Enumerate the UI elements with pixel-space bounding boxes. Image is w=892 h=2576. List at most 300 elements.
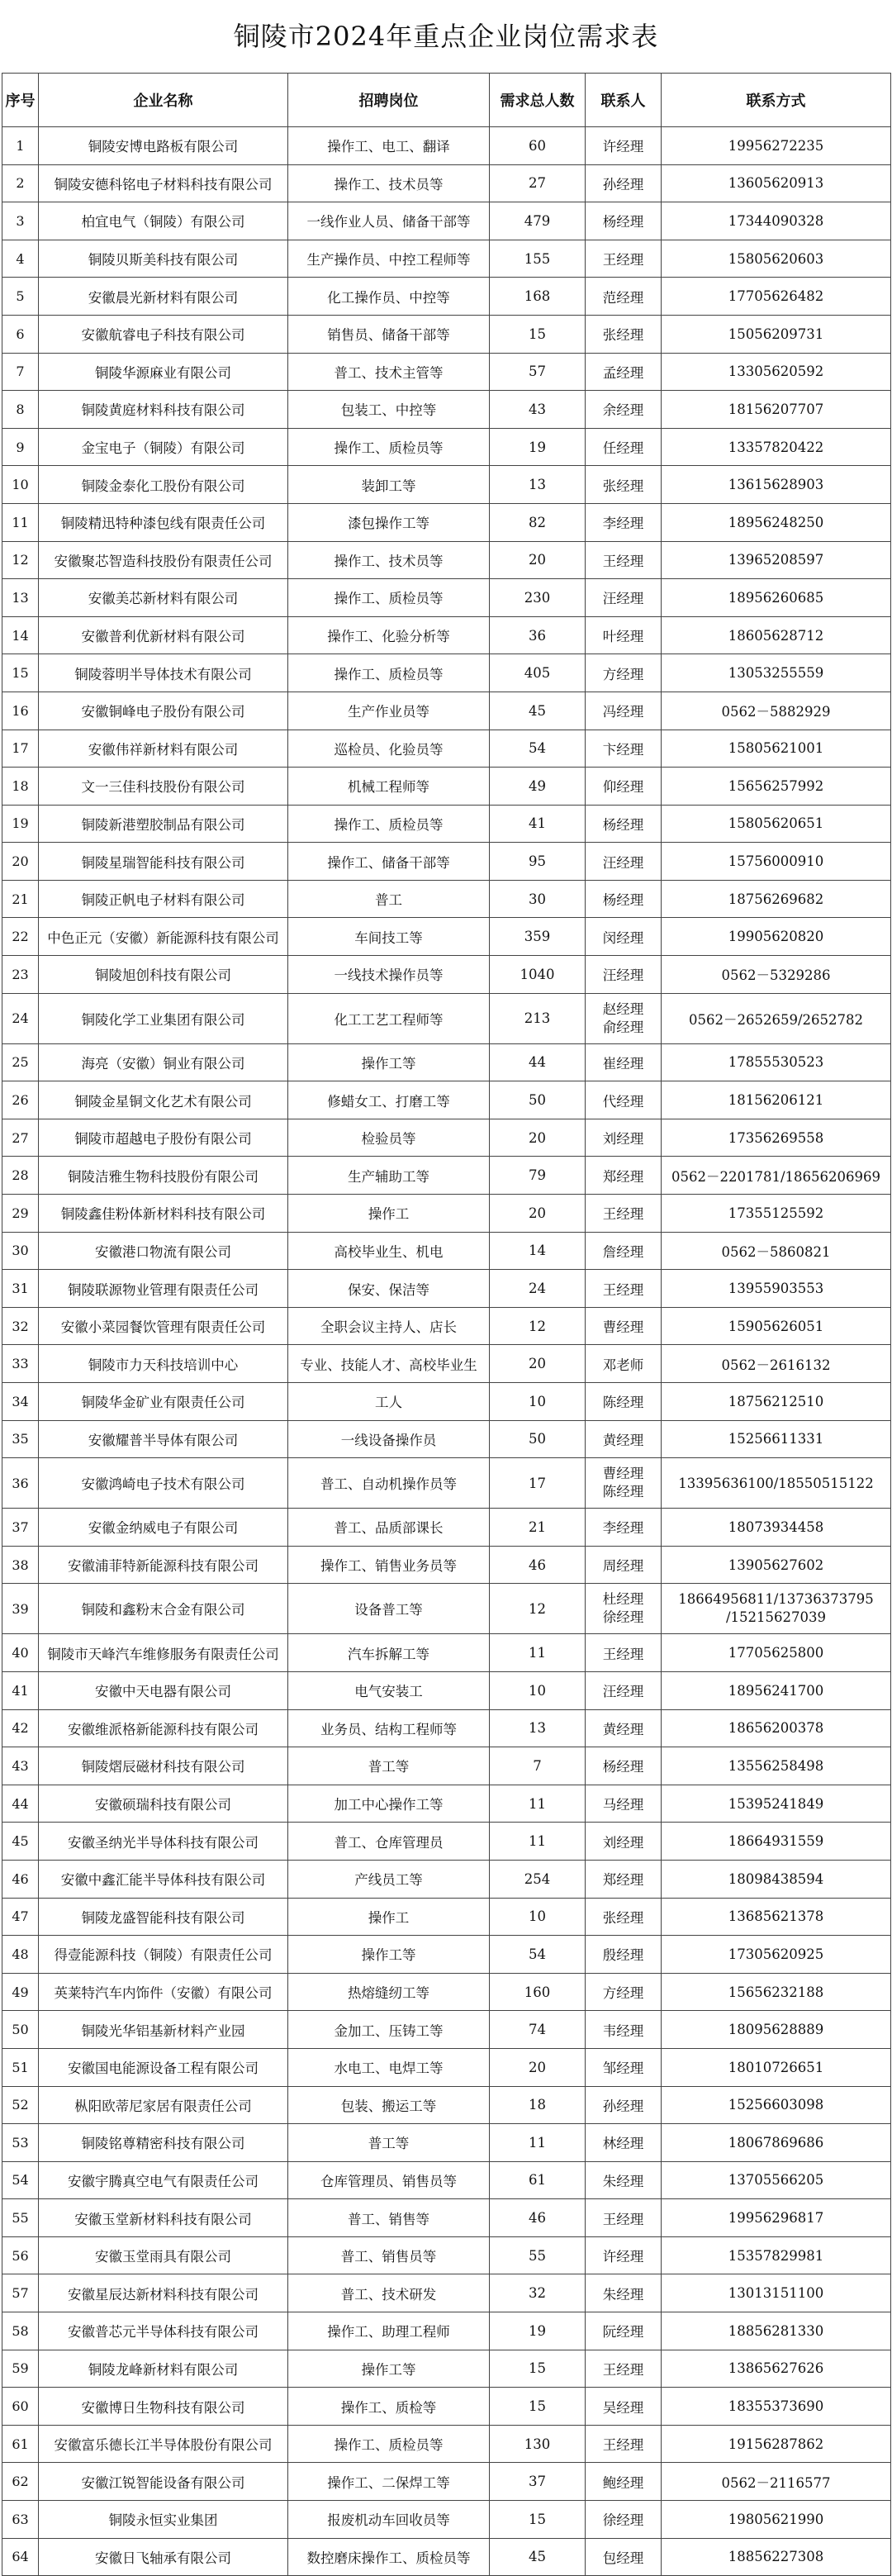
cell-position: 高校毕业生、机电 <box>288 1232 490 1270</box>
cell-count: 79 <box>490 1157 586 1195</box>
cell-company: 铜陵安博电路板有限公司 <box>39 127 288 165</box>
cell-company: 铜陵星瑞智能科技有限公司 <box>39 843 288 881</box>
table-row <box>2 880 891 918</box>
cell-contact: 王经理 <box>586 1270 662 1308</box>
table-row <box>2 805 891 843</box>
cell-phone: 15395241849 <box>662 1785 891 1823</box>
cell-phone: 13053255559 <box>662 654 891 692</box>
cell-company: 安徽小菜园餐饮管理有限责任公司 <box>39 1307 288 1345</box>
cell-no: 13 <box>2 579 39 617</box>
table-row <box>2 2048 891 2086</box>
cell-no: 37 <box>2 1509 39 1547</box>
cell-position: 普工 <box>288 880 490 918</box>
cell-position: 产线员工等 <box>288 1860 490 1898</box>
table-row <box>2 1383 891 1421</box>
cell-count: 95 <box>490 843 586 881</box>
table-row <box>2 2124 891 2162</box>
cell-position: 金加工、压铸工等 <box>288 2011 490 2049</box>
cell-count: 82 <box>490 503 586 541</box>
cell-no: 54 <box>2 2161 39 2199</box>
table-header-row <box>2 74 891 127</box>
cell-phone: 13556258498 <box>662 1747 891 1785</box>
cell-position: 业务员、结构工程师等 <box>288 1709 490 1747</box>
table-row <box>2 1973 891 2011</box>
cell-no: 40 <box>2 1634 39 1672</box>
cell-company: 铜陵光华铝基新材料产业园 <box>39 2011 288 2049</box>
cell-position: 普工、销售等 <box>288 2199 490 2237</box>
table-row <box>2 240 891 278</box>
cell-contact: 王经理 <box>586 541 662 579</box>
cell-contact: 赵经理 俞经理 <box>586 993 662 1043</box>
cell-contact: 余经理 <box>586 391 662 429</box>
cell-no: 2 <box>2 164 39 202</box>
cell-company: 安徽玉堂雨具有限公司 <box>39 2236 288 2274</box>
table-row <box>2 579 891 617</box>
cell-no: 49 <box>2 1973 39 2011</box>
cell-contact: 林经理 <box>586 2124 662 2162</box>
cell-contact: 王经理 <box>586 2350 662 2388</box>
cell-count: 213 <box>490 993 586 1043</box>
cell-no: 19 <box>2 805 39 843</box>
cell-phone: 18664931559 <box>662 1823 891 1861</box>
table-row <box>2 1747 891 1785</box>
cell-contact: 邓老师 <box>586 1345 662 1383</box>
table-row <box>2 2236 891 2274</box>
cell-contact: 鲍经理 <box>586 2463 662 2501</box>
cell-count: 405 <box>490 654 586 692</box>
cell-count: 11 <box>490 1785 586 1823</box>
cell-count: 15 <box>490 2350 586 2388</box>
cell-no: 28 <box>2 1157 39 1195</box>
cell-company: 安徽中鑫汇能半导体科技有限公司 <box>39 1860 288 1898</box>
cell-no: 59 <box>2 2350 39 2388</box>
cell-phone: 19956272235 <box>662 127 891 165</box>
cell-count: 24 <box>490 1270 586 1308</box>
cell-contact: 闵经理 <box>586 918 662 956</box>
cell-contact: 汪经理 <box>586 956 662 994</box>
cell-contact: 黄经理 <box>586 1420 662 1458</box>
cell-no: 44 <box>2 1785 39 1823</box>
cell-no: 12 <box>2 541 39 579</box>
cell-position: 普工、销售员等 <box>288 2236 490 2274</box>
cell-company: 安徽普芯元半导体科技有限公司 <box>39 2312 288 2350</box>
table-row <box>2 1936 891 1974</box>
cell-phone: 13905627602 <box>662 1546 891 1584</box>
table-row <box>2 1119 891 1157</box>
cell-contact: 王经理 <box>586 2425 662 2463</box>
cell-contact: 阮经理 <box>586 2312 662 2350</box>
cell-company: 铜陵金泰化工股份有限公司 <box>39 466 288 504</box>
cell-no: 61 <box>2 2425 39 2463</box>
cell-company: 铜陵金星铜文化艺术有限公司 <box>39 1081 288 1119</box>
cell-phone: 18156207707 <box>662 391 891 429</box>
table-row <box>2 1232 891 1270</box>
cell-contact: 曹经理 陈经理 <box>586 1458 662 1509</box>
table-row <box>2 2350 891 2388</box>
cell-contact: 王经理 <box>586 1195 662 1233</box>
cell-phone: 0562－2652659/2652782 <box>662 993 891 1043</box>
cell-no: 14 <box>2 616 39 654</box>
cell-contact: 杨经理 <box>586 880 662 918</box>
cell-contact: 孙经理 <box>586 2086 662 2124</box>
table-row <box>2 1420 891 1458</box>
cell-contact: 吴经理 <box>586 2388 662 2426</box>
cell-contact: 李经理 <box>586 1509 662 1547</box>
cell-phone: 19805621990 <box>662 2501 891 2539</box>
cell-count: 1040 <box>490 956 586 994</box>
table-row <box>2 843 891 881</box>
table-row <box>2 2199 891 2237</box>
cell-contact: 包经理 <box>586 2538 662 2576</box>
cell-no: 62 <box>2 2463 39 2501</box>
cell-position: 包装工、中控等 <box>288 391 490 429</box>
cell-position: 专业、技能人才、高校毕业生 <box>288 1345 490 1383</box>
cell-position: 热熔缝纫工等 <box>288 1973 490 2011</box>
cell-no: 46 <box>2 1860 39 1898</box>
table-row <box>2 692 891 730</box>
cell-no: 11 <box>2 503 39 541</box>
table-row <box>2 1270 891 1308</box>
cell-phone: 15805620651 <box>662 805 891 843</box>
table-row <box>2 1823 891 1861</box>
cell-no: 27 <box>2 1119 39 1157</box>
table-row <box>2 1671 891 1709</box>
cell-contact: 崔经理 <box>586 1043 662 1081</box>
cell-company: 铜陵市天峰汽车维修服务有限责任公司 <box>39 1634 288 1672</box>
cell-no: 48 <box>2 1936 39 1974</box>
cell-company: 海亮（安徽）铜业有限公司 <box>39 1043 288 1081</box>
cell-count: 50 <box>490 1420 586 1458</box>
cell-contact: 邹经理 <box>586 2048 662 2086</box>
cell-phone: 13013151100 <box>662 2274 891 2312</box>
cell-position: 操作工、储备干部等 <box>288 843 490 881</box>
cell-no: 60 <box>2 2388 39 2426</box>
cell-no: 6 <box>2 315 39 353</box>
cell-position: 普工、仓库管理员 <box>288 1823 490 1861</box>
table-row <box>2 391 891 429</box>
cell-position: 生产作业员等 <box>288 692 490 730</box>
cell-no: 25 <box>2 1043 39 1081</box>
cell-phone: 18956248250 <box>662 503 891 541</box>
cell-company: 安徽中天电器有限公司 <box>39 1671 288 1709</box>
cell-phone: 17356269558 <box>662 1119 891 1157</box>
cell-company: 安徽日飞轴承有限公司 <box>39 2538 288 2576</box>
table-row <box>2 1709 891 1747</box>
cell-company: 铜陵铭尊精密科技有限公司 <box>39 2124 288 2162</box>
cell-position: 普工等 <box>288 1747 490 1785</box>
table-row <box>2 164 891 202</box>
cell-count: 49 <box>490 768 586 806</box>
table-row <box>2 2463 891 2501</box>
cell-no: 56 <box>2 2236 39 2274</box>
cell-position: 生产辅助工等 <box>288 1157 490 1195</box>
cell-phone: 17344090328 <box>662 202 891 240</box>
cell-count: 37 <box>490 2463 586 2501</box>
cell-company: 铜陵贝斯美科技有限公司 <box>39 240 288 278</box>
cell-phone: 18355373690 <box>662 2388 891 2426</box>
cell-contact: 朱经理 <box>586 2161 662 2199</box>
cell-position: 操作工等 <box>288 2350 490 2388</box>
cell-no: 20 <box>2 843 39 881</box>
cell-no: 3 <box>2 202 39 240</box>
cell-company: 中色正元（安徽）新能源科技有限公司 <box>39 918 288 956</box>
cell-contact: 陈经理 <box>586 1383 662 1421</box>
cell-count: 50 <box>490 1081 586 1119</box>
cell-phone: 13955903553 <box>662 1270 891 1308</box>
table-row <box>2 202 891 240</box>
cell-company: 安徽维派格新能源科技有限公司 <box>39 1709 288 1747</box>
cell-phone: 18605628712 <box>662 616 891 654</box>
cell-phone: 13305620592 <box>662 353 891 391</box>
cell-position: 检验员等 <box>288 1119 490 1157</box>
cell-contact: 许经理 <box>586 2236 662 2274</box>
cell-no: 18 <box>2 768 39 806</box>
cell-count: 10 <box>490 1671 586 1709</box>
table-row <box>2 315 891 353</box>
cell-position: 一线技术操作员等 <box>288 956 490 994</box>
cell-no: 36 <box>2 1458 39 1509</box>
cell-no: 4 <box>2 240 39 278</box>
table-row <box>2 1043 891 1081</box>
cell-phone: 19156287862 <box>662 2425 891 2463</box>
cell-phone: 18156206121 <box>662 1081 891 1119</box>
cell-no: 17 <box>2 730 39 768</box>
cell-count: 21 <box>490 1509 586 1547</box>
cell-count: 46 <box>490 1546 586 1584</box>
cell-no: 30 <box>2 1232 39 1270</box>
table-row <box>2 768 891 806</box>
cell-phone: 13615628903 <box>662 466 891 504</box>
table-row <box>2 2086 891 2124</box>
cell-position: 销售员、储备干部等 <box>288 315 490 353</box>
cell-no: 21 <box>2 880 39 918</box>
cell-company: 安徽圣纳光半导体科技有限公司 <box>39 1823 288 1861</box>
cell-contact: 黄经理 <box>586 1709 662 1747</box>
cell-contact: 杨经理 <box>586 202 662 240</box>
cell-phone: 17355125592 <box>662 1195 891 1233</box>
cell-company: 安徽博日生物科技有限公司 <box>39 2388 288 2426</box>
cell-position: 工人 <box>288 1383 490 1421</box>
cell-position: 操作工、电工、翻译 <box>288 127 490 165</box>
cell-company: 得壹能源科技（铜陵）有限责任公司 <box>39 1936 288 1974</box>
cell-position: 操作工、技术员等 <box>288 541 490 579</box>
cell-no: 29 <box>2 1195 39 1233</box>
table-row <box>2 918 891 956</box>
cell-contact: 许经理 <box>586 127 662 165</box>
cell-company: 安徽航睿电子科技有限公司 <box>39 315 288 353</box>
cell-phone: 13705566205 <box>662 2161 891 2199</box>
cell-phone: 0562－2201781/18656206969 <box>662 1157 891 1195</box>
cell-no: 1 <box>2 127 39 165</box>
table-row <box>2 1081 891 1119</box>
cell-count: 12 <box>490 1307 586 1345</box>
cell-contact: 杨经理 <box>586 805 662 843</box>
cell-count: 254 <box>490 1860 586 1898</box>
cell-phone: 18067869686 <box>662 2124 891 2162</box>
cell-contact: 郑经理 <box>586 1860 662 1898</box>
cell-phone: 0562－2116577 <box>662 2463 891 2501</box>
cell-phone: 15256611331 <box>662 1420 891 1458</box>
cell-contact: 殷经理 <box>586 1936 662 1974</box>
cell-company: 安徽耀普半导体有限公司 <box>39 1420 288 1458</box>
cell-count: 168 <box>490 278 586 316</box>
table-row <box>2 2312 891 2350</box>
cell-position: 操作工、质检员等 <box>288 428 490 466</box>
cell-count: 12 <box>490 1584 586 1634</box>
cell-no: 9 <box>2 428 39 466</box>
cell-count: 54 <box>490 1936 586 1974</box>
cell-contact: 方经理 <box>586 1973 662 2011</box>
table-row <box>2 353 891 391</box>
cell-company: 铜陵精迅特种漆包线有限责任公司 <box>39 503 288 541</box>
cell-phone: 18956241700 <box>662 1671 891 1709</box>
cell-company: 英莱特汽车内饰件（安徽）有限公司 <box>39 1973 288 2011</box>
cell-no: 38 <box>2 1546 39 1584</box>
cell-no: 15 <box>2 654 39 692</box>
table-row <box>2 1860 891 1898</box>
table-row <box>2 654 891 692</box>
cell-count: 32 <box>490 2274 586 2312</box>
cell-count: 10 <box>490 1383 586 1421</box>
table-row <box>2 2501 891 2539</box>
table-row <box>2 1307 891 1345</box>
cell-count: 43 <box>490 391 586 429</box>
cell-position: 操作工、质检员等 <box>288 2425 490 2463</box>
table-row <box>2 956 891 994</box>
table-row <box>2 1157 891 1195</box>
cell-no: 5 <box>2 278 39 316</box>
cell-company: 铜陵蓉明半导体技术有限公司 <box>39 654 288 692</box>
cell-company: 铜陵和鑫粉末合金有限公司 <box>39 1584 288 1634</box>
cell-phone: 17305620925 <box>662 1936 891 1974</box>
table-row <box>2 1509 891 1547</box>
cell-company: 铜陵熠辰磁材科技有限公司 <box>39 1747 288 1785</box>
cell-count: 20 <box>490 1119 586 1157</box>
cell-count: 479 <box>490 202 586 240</box>
cell-phone: 13605620913 <box>662 164 891 202</box>
cell-position: 普工等 <box>288 2124 490 2162</box>
cell-count: 18 <box>490 2086 586 2124</box>
table-row <box>2 428 891 466</box>
cell-contact: 王经理 <box>586 1634 662 1672</box>
cell-phone: 18756212510 <box>662 1383 891 1421</box>
table-row <box>2 1634 891 1672</box>
cell-position: 装卸工等 <box>288 466 490 504</box>
cell-no: 53 <box>2 2124 39 2162</box>
cell-position: 全职会议主持人、店长 <box>288 1307 490 1345</box>
cell-count: 230 <box>490 579 586 617</box>
table-row <box>2 1458 891 1509</box>
cell-no: 57 <box>2 2274 39 2312</box>
cell-company: 枞阳欧蒂尼家居有限责任公司 <box>39 2086 288 2124</box>
cell-phone: 13685621378 <box>662 1898 891 1936</box>
table-row <box>2 2274 891 2312</box>
cell-no: 24 <box>2 993 39 1043</box>
cell-phone: 13357820422 <box>662 428 891 466</box>
cell-contact: 朱经理 <box>586 2274 662 2312</box>
cell-position: 操作工、助理工程师 <box>288 2312 490 2350</box>
cell-no: 45 <box>2 1823 39 1861</box>
cell-company: 安徽晨光新材料有限公司 <box>39 278 288 316</box>
cell-position: 保安、保洁等 <box>288 1270 490 1308</box>
table-row <box>2 127 891 165</box>
table-row <box>2 730 891 768</box>
cell-position: 操作工、销售业务员等 <box>288 1546 490 1584</box>
cell-contact: 仰经理 <box>586 768 662 806</box>
cell-company: 文一三佳科技股份有限公司 <box>39 768 288 806</box>
cell-position: 操作工、质检员等 <box>288 654 490 692</box>
cell-position: 报废机动车回收员等 <box>288 2501 490 2539</box>
cell-phone: 18756269682 <box>662 880 891 918</box>
cell-phone: 0562－5329286 <box>662 956 891 994</box>
cell-count: 7 <box>490 1747 586 1785</box>
cell-company: 铜陵龙盛智能科技有限公司 <box>39 1898 288 1936</box>
cell-phone: 15357829981 <box>662 2236 891 2274</box>
cell-count: 160 <box>490 1973 586 2011</box>
table-body <box>2 127 891 2576</box>
cell-contact: 张经理 <box>586 1898 662 1936</box>
cell-contact: 任经理 <box>586 428 662 466</box>
cell-count: 54 <box>490 730 586 768</box>
cell-position: 仓库管理员、销售员等 <box>288 2161 490 2199</box>
cell-phone: 17705626482 <box>662 278 891 316</box>
cell-phone: 15056209731 <box>662 315 891 353</box>
cell-contact: 徐经理 <box>586 2501 662 2539</box>
cell-count: 17 <box>490 1458 586 1509</box>
cell-no: 64 <box>2 2538 39 2576</box>
cell-count: 130 <box>490 2425 586 2463</box>
table-row <box>2 2388 891 2426</box>
cell-phone: 18856227308 <box>662 2538 891 2576</box>
table-row <box>2 278 891 316</box>
cell-company: 铜陵华源麻业有限公司 <box>39 353 288 391</box>
cell-contact: 张经理 <box>586 466 662 504</box>
cell-company: 铜陵安德科铭电子材料科技有限公司 <box>39 164 288 202</box>
cell-company: 安徽宇腾真空电气有限责任公司 <box>39 2161 288 2199</box>
table-row <box>2 1898 891 1936</box>
header-position: 招聘岗位 <box>288 74 490 127</box>
cell-position: 操作工等 <box>288 1043 490 1081</box>
cell-position: 普工、技术主管等 <box>288 353 490 391</box>
cell-position: 巡检员、化验员等 <box>288 730 490 768</box>
cell-position: 普工、品质部课长 <box>288 1509 490 1547</box>
cell-contact: 张经理 <box>586 315 662 353</box>
cell-no: 8 <box>2 391 39 429</box>
cell-count: 19 <box>490 428 586 466</box>
cell-position: 漆包操作工等 <box>288 503 490 541</box>
cell-position: 生产操作员、中控工程师等 <box>288 240 490 278</box>
cell-no: 26 <box>2 1081 39 1119</box>
cell-count: 15 <box>490 2501 586 2539</box>
cell-no: 23 <box>2 956 39 994</box>
cell-phone: 15656257992 <box>662 768 891 806</box>
cell-contact: 刘经理 <box>586 1823 662 1861</box>
cell-phone: 18656200378 <box>662 1709 891 1747</box>
cell-no: 16 <box>2 692 39 730</box>
cell-no: 39 <box>2 1584 39 1634</box>
job-demand-table <box>2 73 891 2576</box>
page-title: 铜陵市2024年重点企业岗位需求表 <box>233 21 659 52</box>
cell-contact: 叶经理 <box>586 616 662 654</box>
cell-position: 操作工、二保焊工等 <box>288 2463 490 2501</box>
cell-phone: 19956296817 <box>662 2199 891 2237</box>
cell-no: 22 <box>2 918 39 956</box>
cell-phone: 18095628889 <box>662 2011 891 2049</box>
header-count: 需求总人数 <box>490 74 586 127</box>
cell-position: 数控磨床操作工、质检员等 <box>288 2538 490 2576</box>
cell-position: 加工中心操作工等 <box>288 1785 490 1823</box>
cell-contact: 汪经理 <box>586 579 662 617</box>
